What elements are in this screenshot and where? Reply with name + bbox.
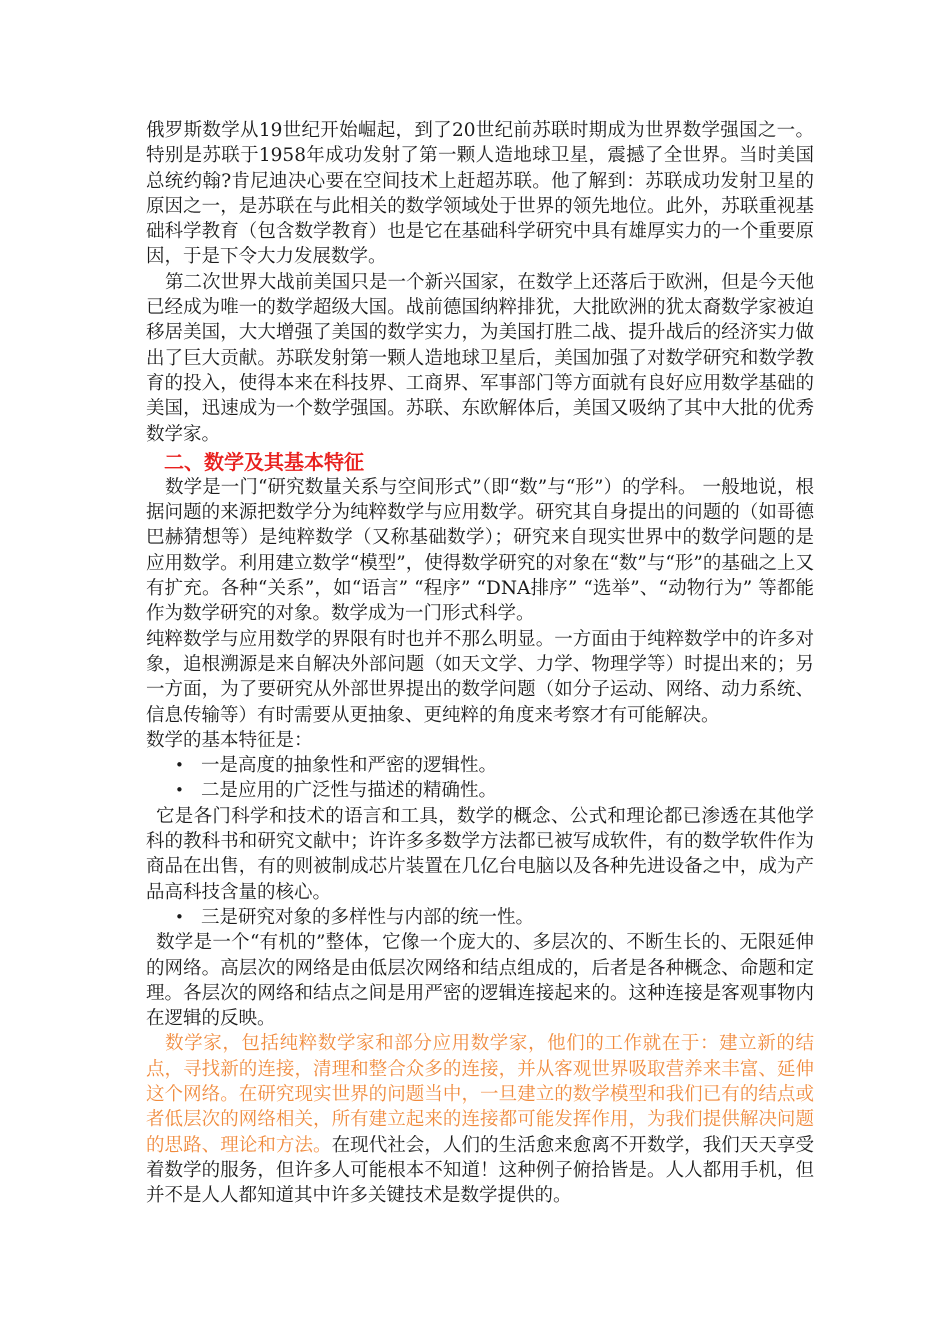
bullet-icon: • (175, 756, 184, 775)
section-heading: 二、数学及其基本特征 (164, 449, 364, 474)
list-item-text: 二是应用的广泛性与描述的精确性。 (201, 780, 498, 802)
paragraph-mathematicians (146, 1031, 814, 1208)
list-item (146, 778, 814, 803)
paragraph-network: 数学是一个“有机的”整体，它像一个庞大的、多层次的、不断生长的、无限延伸的网络。高层次的网络是由低层次网络和结点组成的，后者是各种概念、命题和定理。各层次的网络和结点之间是用严密的逻辑连接起来的。这种连接是客观事物内在逻辑的反映。 (146, 932, 814, 1030)
highlighted-text: 数学家，包括纯粹数学家和部分应用数学家，他们的工作就在于：建立新的结点，寻找新的连接，清理和整合众多的连接，并从客观世界吸取营养来丰富、延伸这个网络。在研究现实世界的问题当中，一旦建立的数学模型和我们已有的结点或者低层次的网络相关，所有建立起来的连接都可能发挥作用，为我们提供解决问题的思路、理论和方法。 (146, 1033, 814, 1156)
paragraph-usa: 第二次世界大战前美国只是一个新兴国家，在数学上还落后于欧洲，但是今天他已经成为唯一的数学超级大国。战前德国纳粹排犹，大批欧洲的犹太裔数学家被迫移居美国，大大增强了美国的数学实力，为美国打胜二战、提升战后的经济实力做出了巨大贡献。苏联发射第一颗人造地球卫星后，美国加强了对数学研究和数学教育的投入，使得本来在科技界、工商界、军事部门等方面就有良好应用数学基础的美国，迅速成为一个数学强国。苏联、东欧解体后，美国又吸纳了其中大批的优秀数学家。 (146, 271, 814, 445)
paragraph-text: 在现代社会，人们的生活愈来愈离不开数学，我们天天享受着数学的服务，但许多人可能根本不知道！这种例子俯拾皆是。人人都用手机，但并不是人人都知道其中许多关键技术是数学提供的。 (146, 1134, 814, 1207)
paragraph-language-tool: 它是各门科学和技术的语言和工具，数学的概念、公式和理论都已渗透在其他学科的教科书和研究文献中；许许多多数学方法都已被写成软件，有的数学软件作为商品在出售，有的则被制成芯片装置在几亿台电脑以及各种先进设备之中，成为产品高科技含量的核心。 (146, 805, 814, 903)
paragraph-boundary: 纯粹数学与应用数学的界限有时也并不那么明显。一方面由于纯粹数学中的许多对象，追根溯源是来自解决外部问题（如天文学、力学、物理学等）时提出来的；另一方面，为了要研究从外部世界提出的数学问题（如分子运动、网络、动力系统、信息传输等）有时需要从更抽象、更纯粹的角度来考察才有可能解决。 (146, 628, 814, 726)
list-item (146, 905, 814, 930)
list-item-text: 一是高度的抽象性和严密的逻辑性。 (201, 755, 498, 777)
bullet-icon: • (175, 781, 184, 800)
list-item (146, 753, 814, 778)
document-page (146, 118, 814, 1208)
paragraph-russia: 俄罗斯数学从19世纪开始崛起，到了20世纪前苏联时期成为世界数学强国之一。特别是苏联于1958年成功发射了第一颗人造地球卫星，震撼了全世界。当时美国总统约翰?肯尼迪决心要在空间技术上赶超苏联。他了解到：苏联成功发射卫星的原因之一，是苏联在与此相关的数学领域处于世界的领先地位。此外，苏联重视基础科学教育（包含数学教育）也是它在基础科学研究中具有雄厚实力的一个重要原因，于是下令大力发展数学。 (146, 120, 814, 268)
list-item-text: 三是研究对象的多样性与内部的统一性。 (201, 906, 535, 928)
paragraph-definition: 数学是一门“研究数量关系与空间形式”（即“数”与“形”）的学科。 一般地说，根据问题的来源把数学分为纯粹数学与应用数学。研究其自身提出的问题的（如哥德巴赫猜想等）是纯粹数学（又称基础数学）；研究来自现实世界中的数学问题的是应用数学。利用建立数学“模型”，使得数学研究的对象在“数”与“形”的基础之上又有扩充。各种“关系”，如“语言” “程序” “DNA排序” “选举”、“动物行为” 等都能作为数学研究的对象。数学成为一门形式科学。 (146, 476, 814, 625)
bullet-icon: • (175, 907, 184, 926)
paragraph-features-intro: 数学的基本特征是： (146, 729, 313, 751)
